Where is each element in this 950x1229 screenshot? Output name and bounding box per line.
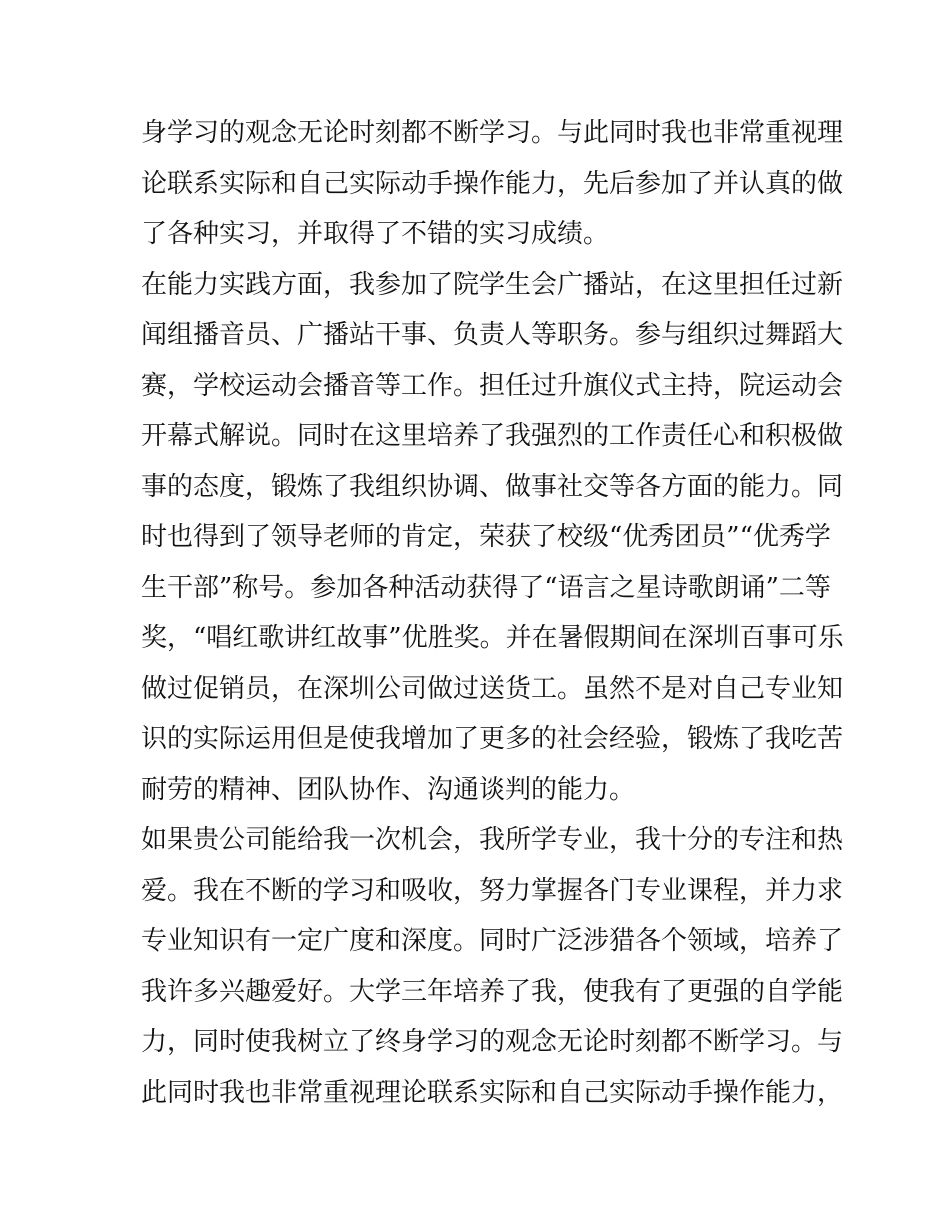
text-line: 识的实际运用但是使我增加了更多的社会经验，锻炼了我吃苦 [141, 724, 844, 754]
body-text [141, 108, 844, 1118]
text-line: 身学习的观念无论时刻都不断学习。与此同时我也非常重视理 [141, 118, 844, 148]
text-line: 事的态度，锻炼了我组织协调、做事社交等各方面的能力。同 [141, 471, 844, 502]
text-line: 如果贵公司能给我一次机会，我所学专业，我十分的专注和热 [141, 825, 844, 855]
text-line: 开幕式解说。同时在这里培养了我强烈的工作责任心和积极做 [141, 421, 844, 451]
text-line: 此同时我也非常重视理论联系实际和自己实际动手操作能力， [141, 1077, 844, 1108]
text-line: 生干部”称号。参加各种活动获得了“语言之星诗歌朗诵”二等 [141, 572, 831, 603]
text-line: 闻组播音员、广播站干事、负责人等职务。参与组织过舞蹈大 [141, 320, 844, 350]
text-line: 做过促销员，在深圳公司做过送货工。虽然不是对自己专业知 [141, 673, 844, 704]
text-line: 赛，学校运动会播音等工作。担任过升旗仪式主持，院运动会 [141, 370, 844, 401]
text-line: 论联系实际和自己实际动手操作能力，先后参加了并认真的做 [141, 168, 844, 199]
text-line: 爱。我在不断的学习和吸收，努力掌握各门专业课程，并力求 [141, 875, 844, 906]
text-line: 奖，“唱红歌讲红故事”优胜奖。并在暑假期间在深圳百事可乐 [141, 623, 844, 653]
text-line: 时也得到了领导老师的肯定，荣获了校级“优秀团员”“优秀学 [141, 522, 831, 552]
text-line: 力，同时使我树立了终身学习的观念无论时刻都不断学习。与 [141, 1027, 844, 1057]
text-line: 耐劳的精神、团队协作、沟通谈判的能力。 [141, 774, 636, 805]
text-line: 了各种实习，并取得了不错的实习成绩。 [141, 219, 610, 249]
text-line: 专业知识有一定广度和深度。同时广泛涉猎各个领域，培养了 [141, 926, 844, 956]
text-line: 我许多兴趣爱好。大学三年培养了我，使我有了更强的自学能 [141, 976, 844, 1007]
text-line: 在能力实践方面，我参加了院学生会广播站，在这里担任过新 [141, 269, 844, 300]
